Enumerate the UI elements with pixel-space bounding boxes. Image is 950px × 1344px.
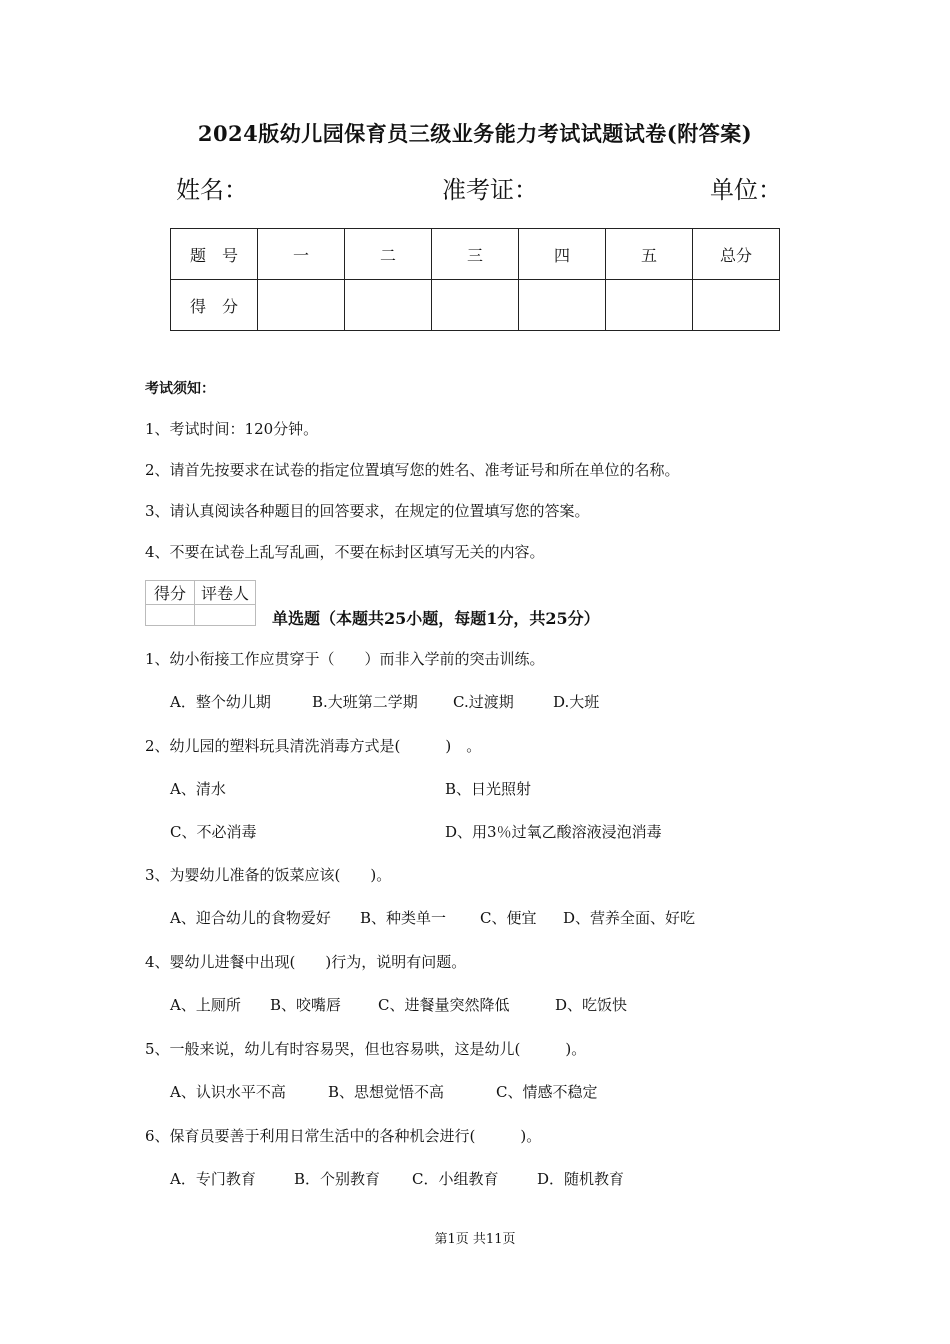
score-header-cell: 题 号 [171, 229, 258, 280]
question-option[interactable]: A、上厕所 [170, 996, 241, 1014]
question-stem: 1、幼小衔接工作应贯穿于（ ）而非入学前的突击训练。 [145, 650, 545, 668]
question-stem: 3、为婴幼儿准备的饭菜应该( )。 [145, 866, 392, 884]
question-option[interactable]: C、进餐量突然降低 [378, 996, 510, 1014]
notice-heading: 考试须知： [145, 381, 215, 397]
question-option[interactable]: D、吃饭快 [555, 996, 628, 1014]
question-option[interactable]: D．随机教育 [537, 1170, 625, 1188]
question-option[interactable]: D、用3％过氧乙酸溶液浸泡消毒 [445, 823, 662, 841]
name-field-label: 姓名： [176, 176, 248, 204]
question-option[interactable]: B、日光照射 [445, 780, 532, 798]
question-option[interactable]: C.过渡期 [453, 693, 514, 711]
question-stem: 2、幼儿园的塑料玩具清洗消毒方式是( ) 。 [145, 737, 482, 755]
document-title: 2024版幼儿园保育员三级业务能力考试试题试卷(附答案) [197, 121, 753, 146]
score-header-cell: 一 [258, 229, 345, 280]
question-option[interactable]: A、迎合幼儿的食物爱好 [170, 909, 331, 927]
question-option[interactable]: C．小组教育 [412, 1170, 499, 1188]
question-option[interactable]: A．整个幼儿期 [170, 693, 271, 711]
question-stem: 6、保育员要善于利用日常生活中的各种机会进行( )。 [145, 1127, 542, 1145]
grader-score-cell[interactable] [146, 605, 195, 626]
score-cell[interactable] [519, 280, 606, 331]
grader-name-label: 评卷人 [195, 581, 256, 605]
score-header-cell: 五 [606, 229, 693, 280]
question-option[interactable]: D.大班 [553, 693, 600, 711]
grader-score-label: 得分 [146, 581, 195, 605]
question-option[interactable]: B、种类单一 [360, 909, 447, 927]
question-option[interactable]: A、清水 [170, 780, 226, 798]
grader-box [145, 580, 256, 626]
score-cell[interactable] [345, 280, 432, 331]
unit-field-label: 单位： [710, 176, 782, 204]
question-option[interactable]: B、思想觉悟不高 [328, 1083, 445, 1101]
question-stem: 5、一般来说，幼儿有时容易哭，但也容易哄，这是幼儿( )。 [145, 1040, 587, 1058]
question-option[interactable]: C、便宜 [480, 909, 537, 927]
notice-item: 1、考试时间：120分钟。 [145, 420, 319, 438]
grader-name-cell[interactable] [195, 605, 256, 626]
score-cell[interactable] [606, 280, 693, 331]
notice-item: 3、请认真阅读各种题目的回答要求，在规定的位置填写您的答案。 [145, 502, 590, 520]
score-table [170, 228, 780, 331]
score-row-label: 得 分 [171, 280, 258, 331]
question-option[interactable]: A．专门教育 [170, 1170, 256, 1188]
score-header-cell: 三 [432, 229, 519, 280]
question-option[interactable]: D、营养全面、好吃 [563, 909, 696, 927]
exam-id-field-label: 准考证： [442, 176, 538, 204]
question-option[interactable]: B．个别教育 [294, 1170, 381, 1188]
question-option[interactable]: C、不必消毒 [170, 823, 257, 841]
question-option[interactable]: B.大班第二学期 [312, 693, 418, 711]
question-option[interactable]: C、情感不稳定 [496, 1083, 598, 1101]
score-cell[interactable] [432, 280, 519, 331]
question-option[interactable]: B、咬嘴唇 [270, 996, 342, 1014]
score-cell[interactable] [693, 280, 780, 331]
score-table-header-row [171, 229, 780, 280]
question-stem: 4、婴幼儿进餐中出现( )行为，说明有问题。 [145, 953, 467, 971]
notice-item: 4、不要在试卷上乱写乱画，不要在标封区填写无关的内容。 [145, 543, 545, 561]
score-header-cell: 二 [345, 229, 432, 280]
section-title: 单选题（本题共25小题，每题1分，共25分） [272, 609, 600, 628]
score-header-cell: 总分 [693, 229, 780, 280]
score-table-score-row [171, 280, 780, 331]
notice-item: 2、请首先按要求在试卷的指定位置填写您的姓名、准考证号和所在单位的名称。 [145, 461, 680, 479]
score-cell[interactable] [258, 280, 345, 331]
page-footer: 第1页 共11页 [434, 1232, 516, 1247]
question-option[interactable]: A、认识水平不高 [170, 1083, 286, 1101]
score-header-cell: 四 [519, 229, 606, 280]
